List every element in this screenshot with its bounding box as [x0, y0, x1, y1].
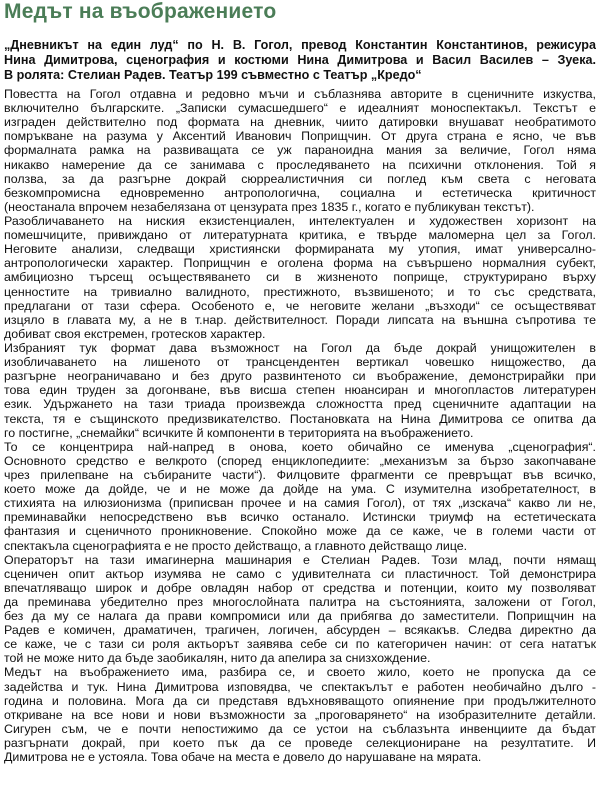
paragraph-line: антропологически характер. Поприщчин е оголена форма на съвършено нормалния субект, — [4, 256, 596, 271]
paragraph-line: чрез прилепване на събираните части“). Филцовите фрагменти се превръщат във всичко, — [4, 467, 596, 482]
credits-line: В ролята: Стелиан Радев. Театър 199 съвместно с Театър „Кредо“ — [4, 68, 422, 82]
paragraph — [4, 553, 596, 666]
paragraph-line: откриване на все нови и нови възможности за „проговарянето“ на изобразителните детайли. — [4, 707, 596, 722]
paragraph-line: задейства и тук. Нина Димитрова изповядва, че спектакълът е работен необичайно дълго - — [4, 679, 596, 694]
paragraph-line: Операторът на тази имагинерна машинария е Стелиан Радев. Този млад, почти нямащ — [4, 552, 596, 567]
paragraph — [4, 341, 596, 440]
paragraph-line: година и половина. Мога да си представя вдъхновяващото опиянение при продължителното — [4, 693, 596, 708]
article-title: Медът на въображението — [4, 0, 277, 23]
paragraph — [4, 87, 596, 214]
paragraph-line: изобличаването на лишеното от трансцендентен вертикал човешко нищожество, да — [4, 355, 596, 370]
paragraph-line: Основното средство е велкрото (според енциклопедиите: „механизъм за бързо закопчаване — [4, 453, 596, 468]
paragraph-line: стихията на илюзионизма (приписван прочее и на самия Гогол), от тях „изскача“ какво ли не, — [4, 496, 596, 511]
paragraph-line: това един труден за догонване, във висша степен нюансиран и многопластов литературен — [4, 383, 596, 398]
article-body — [4, 87, 596, 764]
credits-line: „Дневникът на един луд“ по Н. В. Гогол, превод Константин Константинов, режисура — [4, 38, 596, 52]
paragraph-line: спектакъла сценографията е не просто действащо, а главното действащо лице. — [4, 538, 468, 553]
paragraph-line: изграден действително под формата на дневник, чиито датировки внушават необратимото — [4, 115, 596, 130]
paragraph-line: амбициозно търсещ осъществяването си в жизненото поприще, структурирано върху — [4, 270, 596, 285]
paragraph-line: помешчиците, привиждано от литературната критика, е твърде маломерна цел за Гогол. — [4, 228, 596, 243]
paragraph-line: Медът на въображението има, разбира се, и своето жило, което не пропуска да се — [4, 665, 596, 680]
paragraph-line: Радев е комичен, драматичен, трагичен, логичен, абсурден – всякакъв. Следва директно да — [4, 623, 596, 638]
paragraph-line: (неостанала впрочем незабелязана от цензурата през 1835 г., когато е публикуван текстът). — [4, 199, 535, 214]
paragraph-line: език. Удържането на тази триада произвежда сложността пред сценичните адаптации на — [4, 397, 596, 412]
paragraph-line: текста, тя е същинското предизвикателство. Постановката на Нина Димитрова се опитва да — [4, 411, 596, 426]
paragraph-line: добиват своя екстремен, гротесков характер. — [4, 326, 266, 341]
paragraph-line: той не може нито да бъде заобикалян, нито да апелира за снизхождение. — [4, 651, 431, 666]
paragraph-line: сценичен опит актьор изумява не само с удивителната си пластичност. Той демонстрира — [4, 566, 596, 581]
credits-line: Нина Димитрова, сценография и костюми Нина Димитрова и Васил Василев – Зуека. — [4, 53, 596, 67]
production-credits — [4, 38, 596, 83]
paragraph-line: помръкване на разума у Аксентий Иванович Поприщчин. От друга страна е ясно, че във — [4, 129, 596, 144]
paragraph-line: преминавайки непосредствено във всичко останало. Истински триумф на естетическата — [4, 510, 596, 525]
paragraph — [4, 214, 596, 341]
paragraph — [4, 440, 596, 553]
paragraph-line: без да му се налага да прави компромиси или да прибягва до заместители. Поприщчин на — [4, 609, 596, 624]
paragraph-line: безкомпромисна едновременно антропологична, социална и естетическа критичност — [4, 185, 596, 200]
paragraph-line: се каже, че с тази си роля актьорът заявява себе си по категоричен начин: от сега нататък — [4, 637, 596, 652]
paragraph-line: впечатляващо широк и добре овладян набор от средства и потенции, които му позволяват — [4, 580, 596, 595]
paragraph-line: го постигне, „снемайки“ всичките й компоненти в територията на въображението. — [4, 425, 474, 440]
paragraph — [4, 665, 596, 764]
paragraph-line: предлагани от тази сфера. Особеното е, че неговите желани „възходи“ се осъществяват — [4, 298, 596, 313]
paragraph-line: То се концентрира най-напред в онова, което обичайно се именува „сценография“. — [4, 439, 596, 454]
paragraph-line: Неговите анализи, следващи християнски формираната му утопия, имат универсално- — [4, 242, 596, 257]
paragraph-line: никакво намерение да се занимава с проследяването на психични отклонения. Той я — [4, 157, 596, 172]
paragraph-line: разгърне неограничавано и без друго развинтеното си въображение, демонстрирайки при — [4, 369, 596, 384]
paragraph-line: изцяло в главата му, а не в т.нар. действителност. Поради липсата на външна съпротива те — [4, 312, 596, 327]
paragraph-line: фантазия и сценичното проникновение. Спокойно може да се каже, че в големи части от — [4, 524, 596, 539]
paragraph-line: Избраният тук формат дава възможност на Гогол да бъде докрай унищожителен в — [4, 340, 596, 355]
paragraph-line: разгърнати докрай, при което пък да се проведе селекциониране на резултатите. И — [4, 736, 596, 751]
paragraph-line: включително българските. „Записки сумасшедшего“ е идеалният моноспектакъл. Текстът е — [4, 101, 596, 116]
paragraph-line: Сигурен съм, че е почти непостижимо да се устои на съблазънта инвенциите да бъдат — [4, 721, 596, 736]
paragraph-line: ползва, за да разгърне докрай сюрреалистичния си поглед към света с неговата — [4, 171, 596, 186]
paragraph-line: Димитрова не е устояла. Това обаче на места е довело до нарушаване на мярата. — [4, 750, 482, 765]
paragraph-line: формалната рамка на развиващата се уж параноидна мания за величие, Гогол няма — [4, 143, 596, 158]
paragraph-line: да преминава убедително през многослойната палитра на състоянията, заложени от Гогол, — [4, 594, 596, 609]
paragraph-line: Повестта на Гогол отдавна и редовно мъчи и съблазнява авторите в сценичните изкуства, — [4, 87, 596, 101]
paragraph-line: което може да дойде, че и не може да дойде на ума. С изумителна изобретателност, в — [4, 482, 596, 497]
paragraph-line: Разобличаването на ниския екзистенциален, интелектуален и художествен хоризонт на — [4, 213, 596, 228]
paragraph-line: ценностите на тривиално валидното, престижното, възвишеното; и то със средствата, — [4, 284, 596, 299]
